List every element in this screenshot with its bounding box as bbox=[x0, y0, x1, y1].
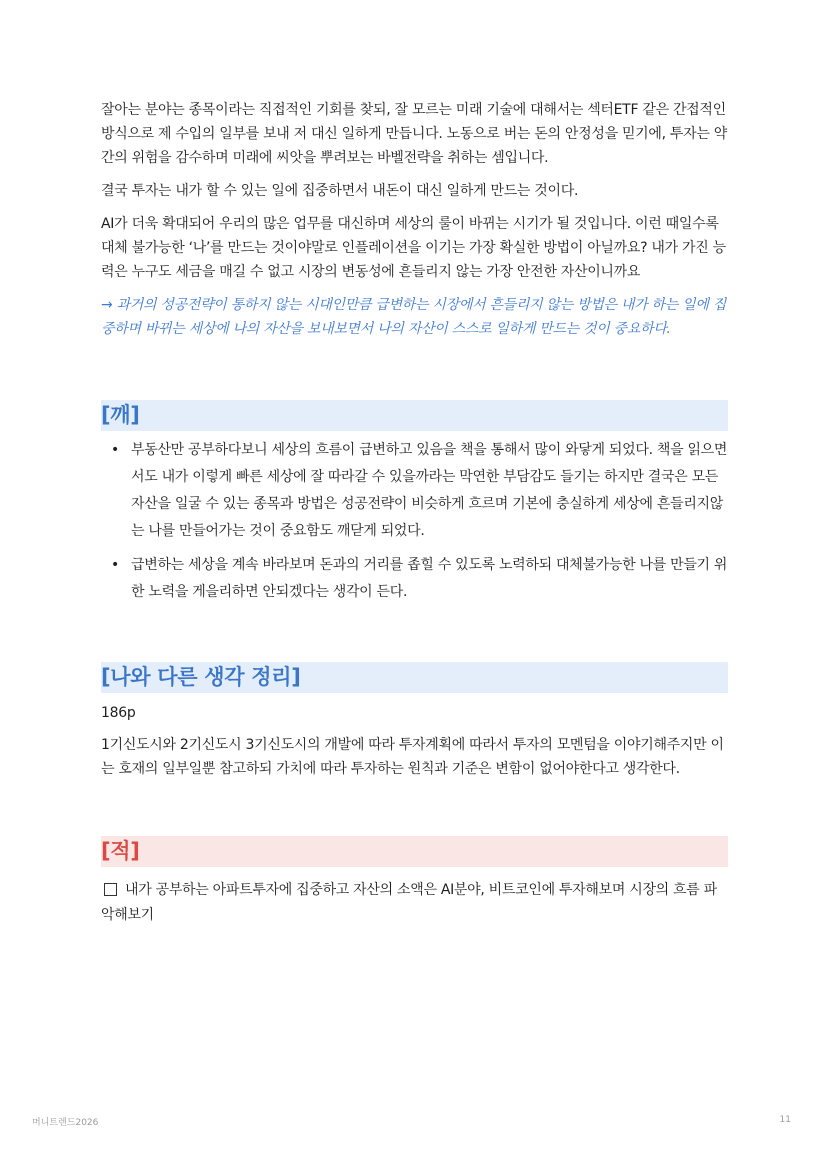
bullet-icon: • bbox=[111, 442, 119, 458]
quote-summary: → 과거의 성공전략이 통하지 않는 시대인만큼 급변하는 시장에서 흔들리지 않는 방법은 내가 하는 일에 집중하며 바뀌는 세상에 나의 자산을 보내보면서 나의 자산이 스스로 일하게 만드는 것이 중요하다. bbox=[101, 297, 726, 337]
list-item: • 부동산만 공부하다보니 세상의 흐름이 급변하고 있음을 책을 통해서 많이 와닿게 되었다. 책을 읽으면서도 내가 이렇게 빠른 세상에 잘 따라갈 수 있을까라는 막연한 부담감도 들기는 하지만 결국은 모든 자산을 일굴 수 있는 종목과 방법은 성공전략이 비슷하게 흐르며 기본에 충실하게 세상에 흔들리지않는 나를 만들어가는 것이 중요함도 깨닫게 되었다. bbox=[101, 437, 728, 545]
paragraph-conclusion: 결국 투자는 내가 할 수 있는 일에 집중하면서 내돈이 대신 일하게 만드는 것이다. bbox=[101, 183, 579, 199]
bullet-icon: • bbox=[111, 557, 119, 573]
list-item: • 급변하는 세상을 계속 바라보며 돈과의 거리를 좁힐 수 있도록 노력하되 대체불가능한 나를 만들기 위한 노력을 게을리하면 안되겠다는 생각이 든다. bbox=[101, 552, 728, 606]
kkae-list bbox=[101, 437, 728, 606]
section-title-kkae: [깨] bbox=[101, 400, 728, 431]
todo-text: 내가 공부하는 아파트투자에 집중하고 자산의 소액은 AI분야, 비트코인에 투자해보며 시장의 흐름 파악해보기 bbox=[101, 882, 717, 923]
diff-text: 1기신도시와 2기신도시 3기신도시의 개발에 따라 투자계획에 따라서 투자의 모멘텀을 이야기해주지만 이는 호재의 일부일뿐 참고하되 가치에 따라 투자하는 원칙과 기준은 변함이 없어야한다고 생각한다. bbox=[101, 737, 724, 777]
todo-checkbox[interactable] bbox=[104, 883, 117, 896]
page-ref: 186p bbox=[101, 705, 136, 721]
section-title-diff: [나와 다른 생각 정리] bbox=[101, 662, 728, 693]
section-title-jeok: [적] bbox=[101, 836, 728, 867]
footer-page-number: 11 bbox=[779, 1115, 791, 1125]
footer-book-title: 머니트렌드2026 bbox=[32, 1118, 99, 1128]
paragraph-barbell: 잘아는 분야는 종목이라는 직접적인 기회를 찾되, 잘 모르는 미래 기술에 대해서는 섹터ETF 같은 간접적인 방식으로 제 수입의 일부를 보내 저 대신 일하게 만듭니다. 노동으로 버는 돈의 안정성을 믿기에, 투자는 약간의 위험을 감수하며 미래에 씨앗을 뿌려보는 바벨전략을 취하는 셈입니다. bbox=[101, 102, 727, 166]
document-body bbox=[101, 98, 728, 928]
todo-item bbox=[101, 878, 728, 928]
paragraph-ai: AI가 더욱 확대되어 우리의 많은 업무를 대신하며 세상의 룰이 바뀌는 시기가 될 것입니다. 이런 때일수록 대체 불가능한 ‘나’를 만드는 것이야말로 인플레이션을 이기는 가장 확실한 방법이 아닐까요? 내가 가진 능력은 누구도 세금을 매길 수 없고 시장의 변동성에 흔들리지 않는 가장 안전한 자산이니까요 bbox=[101, 216, 726, 280]
